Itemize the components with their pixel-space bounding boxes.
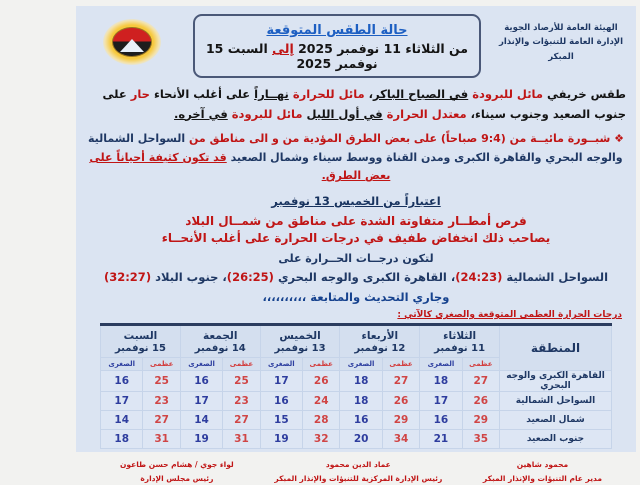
- signature-board-chairman: [120, 458, 234, 485]
- min-temp-cell: 18: [340, 392, 382, 411]
- min-temp-cell: 20: [340, 430, 382, 449]
- day-name: السبت: [123, 329, 158, 342]
- date-range-rest: السبت 15 نوفمبر 2025: [205, 41, 378, 71]
- min-label-cell: الصغرى: [340, 358, 382, 371]
- min-temp-cell: 16: [260, 392, 302, 411]
- region-cell: شمال الصعيد: [500, 411, 612, 430]
- summary-run: مائل للحرارة: [288, 87, 365, 101]
- signature-title: رئيس الإدارة المركزية للتنبؤات والإنذار المبكر: [274, 473, 443, 483]
- summary-run: مائل للبرودة: [468, 87, 543, 101]
- min-temp-cell: 17: [420, 392, 462, 411]
- min-temp-cell: 16: [180, 371, 222, 392]
- day-header-row: [101, 325, 612, 358]
- signature-title: رئيس مجلس الإدارة: [140, 473, 214, 483]
- summary-run: طقس خريفي: [542, 87, 626, 101]
- temps-run: السواحل الشمالية: [502, 270, 609, 285]
- header: [76, 6, 636, 78]
- max-temp-cell: 25: [143, 371, 180, 392]
- max-temp-cell: 26: [382, 392, 419, 411]
- temps-run: ، جنوب البلاد: [151, 270, 227, 285]
- temps-run: (32:27): [103, 270, 152, 285]
- min-temp-cell: 18: [420, 371, 462, 392]
- max-temp-cell: 25: [223, 371, 260, 392]
- min-temp-cell: 21: [420, 430, 462, 449]
- summary-run: في الصباح الباكر: [373, 87, 469, 101]
- max-temp-cell: 34: [382, 430, 419, 449]
- table-row: [101, 371, 612, 392]
- summary-run: في آخره.: [174, 106, 228, 121]
- day-name: الثلاثاء: [443, 329, 477, 342]
- max-temp-cell: 27: [223, 411, 260, 430]
- temp-drop-line: يصاحب ذلك انخفاض طفيف في درجات الحرارة على أغلب الأنحــاء: [161, 231, 551, 246]
- effective-date: اعتباراً من الخميس 13 نوفمبر: [271, 194, 441, 209]
- date-range: [203, 41, 471, 71]
- region-cell: القاهرة الكبرى والوجه البحري: [500, 371, 612, 392]
- min-label-cell: الصغرى: [180, 358, 222, 371]
- temps-run: (26:25): [226, 270, 274, 285]
- max-label-cell: عظمى: [303, 358, 340, 371]
- summary-run: على جنوب الصعيد وجنوب سيناء،: [102, 87, 626, 121]
- title-box: [193, 14, 481, 78]
- temps-run: (24:23): [455, 270, 503, 285]
- weather-summary: [84, 85, 626, 124]
- agency-line2: الإدارة العامة للتنبؤات والإنذار المبكر: [498, 37, 624, 62]
- max-label-cell: عظمى: [462, 358, 499, 371]
- max-temp-cell: 26: [462, 392, 499, 411]
- min-temp-cell: 17: [101, 392, 143, 411]
- max-temp-cell: 26: [303, 371, 340, 392]
- summary-run: مائل للبرودة: [227, 106, 307, 121]
- agency-line1: الهيئة العامة للأرصاد الجوية: [504, 23, 618, 33]
- day-header-cell: [180, 325, 260, 358]
- fog-run: السواحل الشمالية والوجه البحري والقاهرة الكبرى ومدن القناة ووسط سيناء وشمال الصعيد: [87, 132, 623, 164]
- signature-central-admin-head: [274, 458, 442, 485]
- forecast-table: [100, 323, 612, 449]
- min-temp-cell: 18: [340, 371, 382, 392]
- max-temp-cell: 23: [143, 392, 180, 411]
- day-date: 12 نوفمبر: [354, 342, 406, 354]
- summary-run: حار: [130, 87, 150, 101]
- min-temp-cell: 14: [101, 411, 143, 430]
- day-date: 13 نوفمبر: [274, 342, 326, 354]
- page-title: حالة الطقس المتوقعة: [266, 23, 408, 38]
- region-cell: السواحل الشمالية: [500, 392, 612, 411]
- day-date: 14 نوفمبر: [194, 342, 246, 354]
- min-temp-cell: 14: [180, 411, 222, 430]
- signature-name: محمود شاهين: [516, 460, 569, 470]
- date-range-to-word: إلى: [272, 41, 294, 56]
- signature-director: [483, 458, 602, 485]
- signature-name: عماد الدين محمود: [325, 460, 391, 470]
- date-range-from: من الثلاثاء 11 نوفمبر 2025: [293, 41, 469, 56]
- min-temp-cell: 16: [101, 371, 143, 392]
- mountain-icon: [120, 39, 144, 52]
- min-temp-cell: 16: [420, 411, 462, 430]
- max-label-cell: عظمى: [223, 358, 260, 371]
- table-row: [101, 392, 612, 411]
- min-temp-cell: 19: [260, 430, 302, 449]
- region-header-cell: المنطقة: [500, 325, 612, 371]
- max-temp-cell: 31: [223, 430, 260, 449]
- fog-run: شبــورة مائيــة من (9:4 صباحاً) على بعض الطرق المؤدية من و الى مناطق من: [185, 132, 615, 146]
- min-temp-cell: 15: [260, 411, 302, 430]
- summary-run: معتدل الحرارة: [382, 106, 467, 121]
- summary-run: ،: [364, 87, 374, 101]
- table-row: [101, 411, 612, 430]
- max-label-cell: عظمى: [382, 358, 419, 371]
- rain-forecast-line: فرص أمطــار متفاوتة الشدة على مناطق من شمــال البلاد: [185, 214, 527, 229]
- max-temp-cell: 27: [382, 371, 419, 392]
- effective-date-line: [76, 194, 636, 208]
- min-label-cell: الصغرى: [260, 358, 302, 371]
- agency-name: [486, 13, 636, 64]
- temps-run: ، القاهرة الكبرى والوجه البحري: [273, 270, 456, 285]
- day-date: 11 نوفمبر: [434, 342, 486, 354]
- day-name: الجمعة: [203, 329, 238, 342]
- min-label-cell: الصغرى: [420, 358, 462, 371]
- fog-warning: [84, 130, 628, 186]
- ema-logo-icon: [103, 19, 161, 65]
- min-temp-cell: 19: [180, 430, 222, 449]
- max-temp-cell: 24: [303, 392, 340, 411]
- day-header-cell: [260, 325, 340, 358]
- day-header-cell: [340, 325, 420, 358]
- follow-up-line: وجاري التحديث والمتابعة ،،،،،،،،،،: [262, 290, 450, 305]
- ema-logo-emblem: [112, 27, 152, 57]
- min-temp-cell: 16: [340, 411, 382, 430]
- signature-name: لواء جوي / هشام حسن طاعون: [120, 460, 234, 470]
- temps-intro-line: لتكون درجــات الحــرارة على: [278, 252, 434, 266]
- max-label-cell: عظمى: [143, 358, 180, 371]
- summary-run: نهــاراً: [254, 87, 289, 101]
- max-temp-cell: 23: [223, 392, 260, 411]
- signature-title: مدير عام التنبؤات والإنذار المبكر: [482, 473, 602, 483]
- summary-run: في أول الليل: [306, 106, 383, 121]
- day-header-cell: [420, 325, 500, 358]
- summary-run: على أغلب الأنحاء: [149, 87, 255, 101]
- day-name: الأربعاء: [361, 329, 399, 342]
- max-temp-cell: 32: [303, 430, 340, 449]
- min-temp-cell: 18: [101, 430, 143, 449]
- signatures: [76, 449, 636, 485]
- region-cell: جنوب الصعيد: [500, 430, 612, 449]
- max-temp-cell: 31: [143, 430, 180, 449]
- max-temp-cell: 28: [303, 411, 340, 430]
- regional-temps-line: [76, 270, 636, 284]
- day-name: الخميس: [279, 329, 321, 342]
- bulletin-document: [76, 6, 636, 483]
- max-temp-cell: 29: [382, 411, 419, 430]
- day-header-cell: [101, 325, 181, 358]
- min-label-cell: الصغرى: [101, 358, 143, 371]
- diamond-bullet-icon: ❖: [614, 132, 625, 146]
- fog-run: قد تكون كثيفة أحياناً على بعض الطرق.: [89, 150, 391, 183]
- table-row: [101, 430, 612, 449]
- day-date: 15 نوفمبر: [114, 342, 166, 354]
- table-caption: درجات الحرارة العظمى المتوقعة والصغرى كالآتي :: [397, 310, 622, 321]
- max-temp-cell: 35: [462, 430, 499, 449]
- min-temp-cell: 17: [260, 371, 302, 392]
- min-temp-cell: 17: [180, 392, 222, 411]
- max-temp-cell: 27: [143, 411, 180, 430]
- max-temp-cell: 29: [462, 411, 499, 430]
- max-temp-cell: 27: [462, 371, 499, 392]
